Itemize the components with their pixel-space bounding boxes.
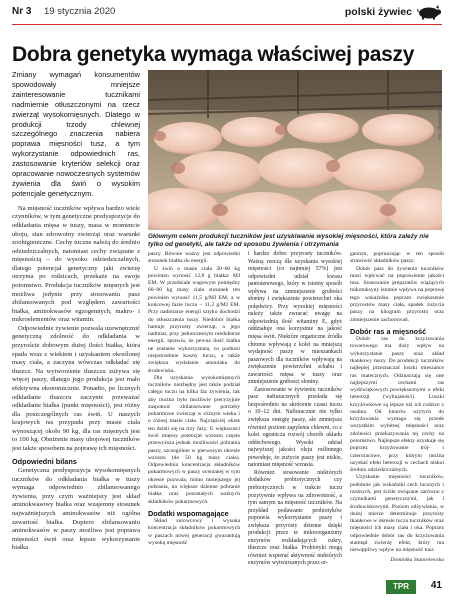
paragraph: Odpowiednie żywienie pozwala uzewnętrznić genetyczną zdolność do odkładania w przyroście dobowym dużej ilości białka, która spada wraz z wiekiem i uzyskaniem określonej masy ciała, a zaczyna wówczas odkładać się tłuszcz. Na wytworzenie tłuszczu zużywa się więcej paszy, dlatego jego produkcja jest mało efektywna ekonomicznie. Ponadto, po licznych odkładanie tłuszczu zaczynie przeważać odkładanie białka (punkt mięsności), jest różny dla poszczególnych ras świń. U naszych krajowych ras przypada przy masie ciała wynoszącej około 90 kg, dla ras mięsnych jest to 100 kg. Obniżenie masy ubojowej tuczników jest także sposobem na poprawę ich mięsności. (12, 324, 140, 452)
paragraph: Również stosowanie niektórych dodatków probiotycznych czy prebiotycznych w trakcie tuczu pozytywnie wpływa na zdrowotność, a tym samym na mięsność tuczników. Na przykład podawanie probiotyków poprawia wykorzystanie paszy i zwiększa przyrosty dzienne dzięki produkcji przez te mikroorganizmy enzymów rozkładających cukry, tłuszcze oraz białka. Probiotyki mogą również wspierać aktywność niektórych enzymów wytwarzanych przez or- (248, 469, 342, 567)
header-rule (12, 24, 442, 25)
subheading: Odpowiedni bilans (12, 456, 77, 466)
paragraph: Genetyczna predyspozycja wysokomięsnych tuczników do odkładania białka w tuszy wymaga odpowiednio zbilansowanego żywienia, przy czym ważniejszy jest skład aminokwasowy białka oraz wzajemny stosunek najważniejszych aminokwasów niż ogólna zawartość białka. Dopiero zbilansowaniu aminokwasów w paszy możliwa jest poprawa mięsności świń oraz lepsze wykorzystanie białka (12, 467, 140, 552)
paragraph: Na mięsność tuczników wpływa bardzo wiele czynników, w tym genetyczne predyspozycje do odkładania mięsa w tuszy, masa w momencie uboju, stan zdrowotny zwierząt oraz warunki zoohigieniczne. Cechy tuczne należą do średnio odziedziczalnych, natomiast cechy związane z mięsnością – do wysoko odziedziczalnych, dlatego potencjał genetyczny jaki zwierzę otrzyma po rodzicach, przekaże na swoje potomstwo. Produkcja tuczników mięsnych jest możliwa jedynie przy stosowaniu pasz zbilansowanych pod względem zawartości białka, aminokwasów egzogennych, makro- i mikroelementów oraz witamin. (12, 204, 140, 324)
column-1 (12, 205, 140, 553)
article-title: Dobra genetyka wymaga właściwej paszy (12, 43, 415, 66)
paragraph: Dobór ras do krzyżowania towarowego ma duży wpływ na wykorzystanie paszy oraz skład tkankowy tuszy. Do produkcji tuczników najlepiej przeznaczać loszki mieszańce ras matecznych. Odznaczają się one najlepszymi cechami ras wydźwiękowych powiększonymi o efekt heterozji (wybujałości). Loszki krzyżówkowe są lepsze niż ich rodzice z osobna. Od knurów użytych do krzyżowania wymaga się przede wszystkim wybitnej mięsności oraz zdolności przekazywania tej cechy na potomstwo. Najlepsze efekty uzyskuje się poprzez krzyżowanie trój- i czteroracowe, przy którym można uzyskać efekt heterozji w cechach niskoi średnio odziedziczalnych. (350, 336, 444, 474)
pig-icon (416, 4, 442, 20)
photo-caption: Głównym celem produkcji tuczników jest uzyskiwanie wysokiej mięsności, która zależy nie tylko od genetyki, ale także od sposobu żywienia i utrzymania (148, 233, 429, 249)
paragraph: U świń o masie ciała 30–60 kg powinien wynosić 12,8 g białka/ MJ EM. W przedziale wagowym pomiędzy 60–90 kg masy ciała stosunek ten powinien wynosić 11,5 g/MJ EM, a w końcowej fazie tuczu – 11,2 g/MJ EM. Przy nadmiarze energii sztyko dochodzi do otłuszczenia tuszy. Niedobór białka hamuje przyrosty zwierząt, a jego nadmiar, przy jednoczesnym niedoborze energii, sprawia, że pewna ilość białka ne zostanie wykorzystana, co podnosi niepotrzebnie koszty tuczu, a także zwiększa wydalanie amoniaku do środowiska. (148, 265, 240, 374)
column-4 (350, 251, 444, 564)
tpr-logo: TPR (386, 580, 416, 594)
photo-credit: Fot. Shutterstock / Nay Skubic (437, 79, 442, 140)
paragraph: paszy. Równie ważny jest odpowiedni stosunek białka do energii. (148, 251, 240, 265)
paragraph: Dla uzyskania wysokomięsnych tuczników niezbędny jest także podział całego tuczu na kilka faz żywienia, tak aby można było możliwie precyzyjnie zaspokoić zbilansowane potrzeby pokarmowe zwierząt w różnym wieku i o różnej masie ciała. Najczęściej okres ten dzieli się na trzy fazy. U większości świń mięsny potencjał wzrostu często przewyższa jednak możliwości pobrania paszy, szczególnie w pierwszym okresie wzrostu (do 50 kg masy ciała). Odpowiednia koncentracja składników pokarmowych w paszy ocenianej w tym okresie pozwala, mimo mniejszego jej pobrania, na większe dzienne pobranie białka oraz pozostałych ważnych składników pokarmowych. (148, 374, 240, 505)
paragraph: ganizm, poprawiając w ten sposób strawność składników paszy. (350, 251, 444, 265)
paragraph: Zastosowanie w żywieniu tuczników pasz nafturacznych przełada się bezpośrednio na skrócenie czasu tuczu o 10–12 dni. Nafturacznie nie tylko zwiększa energię paszy, ale zmniejsza również poziom zapylenia chlewni, co z kolei ogranicza rozwój chorób układu oddechowego. Wysoki udział najwyższej jakości oleju roślinnego powoduje, że zużycie paszy jest niskie, natomiast mięsność wzrasta. (248, 386, 342, 469)
column-2 (148, 251, 240, 547)
pigs-photo (148, 70, 442, 230)
paragraph: Skład surowcowy i wysoka koncentracja składników pokarmowych w paszach nowej generacji gwarantują wysoką mięsność (148, 518, 240, 546)
page-footer (0, 574, 454, 600)
page-header (0, 0, 454, 24)
issue-number: Nr 3 (12, 6, 32, 17)
article-lead: Zmiany wymagań konsumentów spowodowały mniejsze zainteresowanie tucznikami nadmiernie otłuszczonymi na rzecz zwierząt wysokomięsnych. Dlatego w produkcji trzody chlewnej szczególnego znaczenia nabiera poprawa mięsności tusz, a tym wykorzystanie odpowiednich ras, zastosowanie kryteriów selekcji oraz opracowanie nowoczesnych systemów żywienia dla świń o wysokim potencjale genetycznym. (12, 70, 140, 198)
author-signature: Dominika Stancelewska (390, 556, 444, 563)
paragraph: i bardzo dobre przyrosty tuczników. Ważną rzeczą dla uzyskania wysokiej mięsności (co najmniej 57%) jest odpowiedni udział kwasu pantotenowego, który w istotny sposób wpływa na zmniejszenie grubości słoniny i zwiększenie powierzchni oka polędwicy. Przy wysokiej mięsności należy także zwracać uwagę na odpowiednią ilość witaminy E, gdyż oddziałuje ona korzystnie na jakość mięsa świń. Niektóre organiczne źródła chromu wpływają z kolei na mniejszą wydajność paszy w mieszankach paszowych dla tuczników wpływają na zwiększenie powierzchni schabu i zawartości mięsa w tuszy oraz zmniejszenie grubości słoniny. (248, 251, 342, 386)
brand (345, 4, 442, 20)
subheading: Dobór ras a mięsność (350, 326, 427, 336)
brand-label: polski żywiec (344, 6, 412, 18)
subheading: Dodatki wspomagające (148, 508, 229, 518)
column-3 (248, 251, 342, 568)
paragraph: Uzyskanie mięsności tuczników, podobnie jak wskaźniki cech tucznych i rzeźnych, jest ściśle związane zarówno z czynnikami genetycznymi, jak i środowiskowymi. Poziom odżywienia, w dużej mierze determinuje przyrosty tkankowe w okresie tuczu tuczników oraz mięsności ich masy ciała i oka. Poprzez odpowiednie dobór ras do krzyżowania stamtąd zwierzę efekt, który ma niewątpliwy wpływ na mięsność tusz. (350, 474, 444, 554)
article-photo (148, 70, 442, 230)
page-number: 41 (430, 580, 442, 591)
issue-date: 19 stycznia 2020 (44, 6, 116, 17)
paragraph: Dobór pasz do żywienia tuczników musi wpływać na poprawienie jakości tusz. Stosowanie preparatów wiążących mikotoksyny istotnie wpływa na poprawę tego wskaźnika poprzez zwiększenie przyrostów masy ciała, spadek zużycia paszy na kilogram przyrostu oraz zmniejszenie zachorowań. (350, 265, 444, 323)
